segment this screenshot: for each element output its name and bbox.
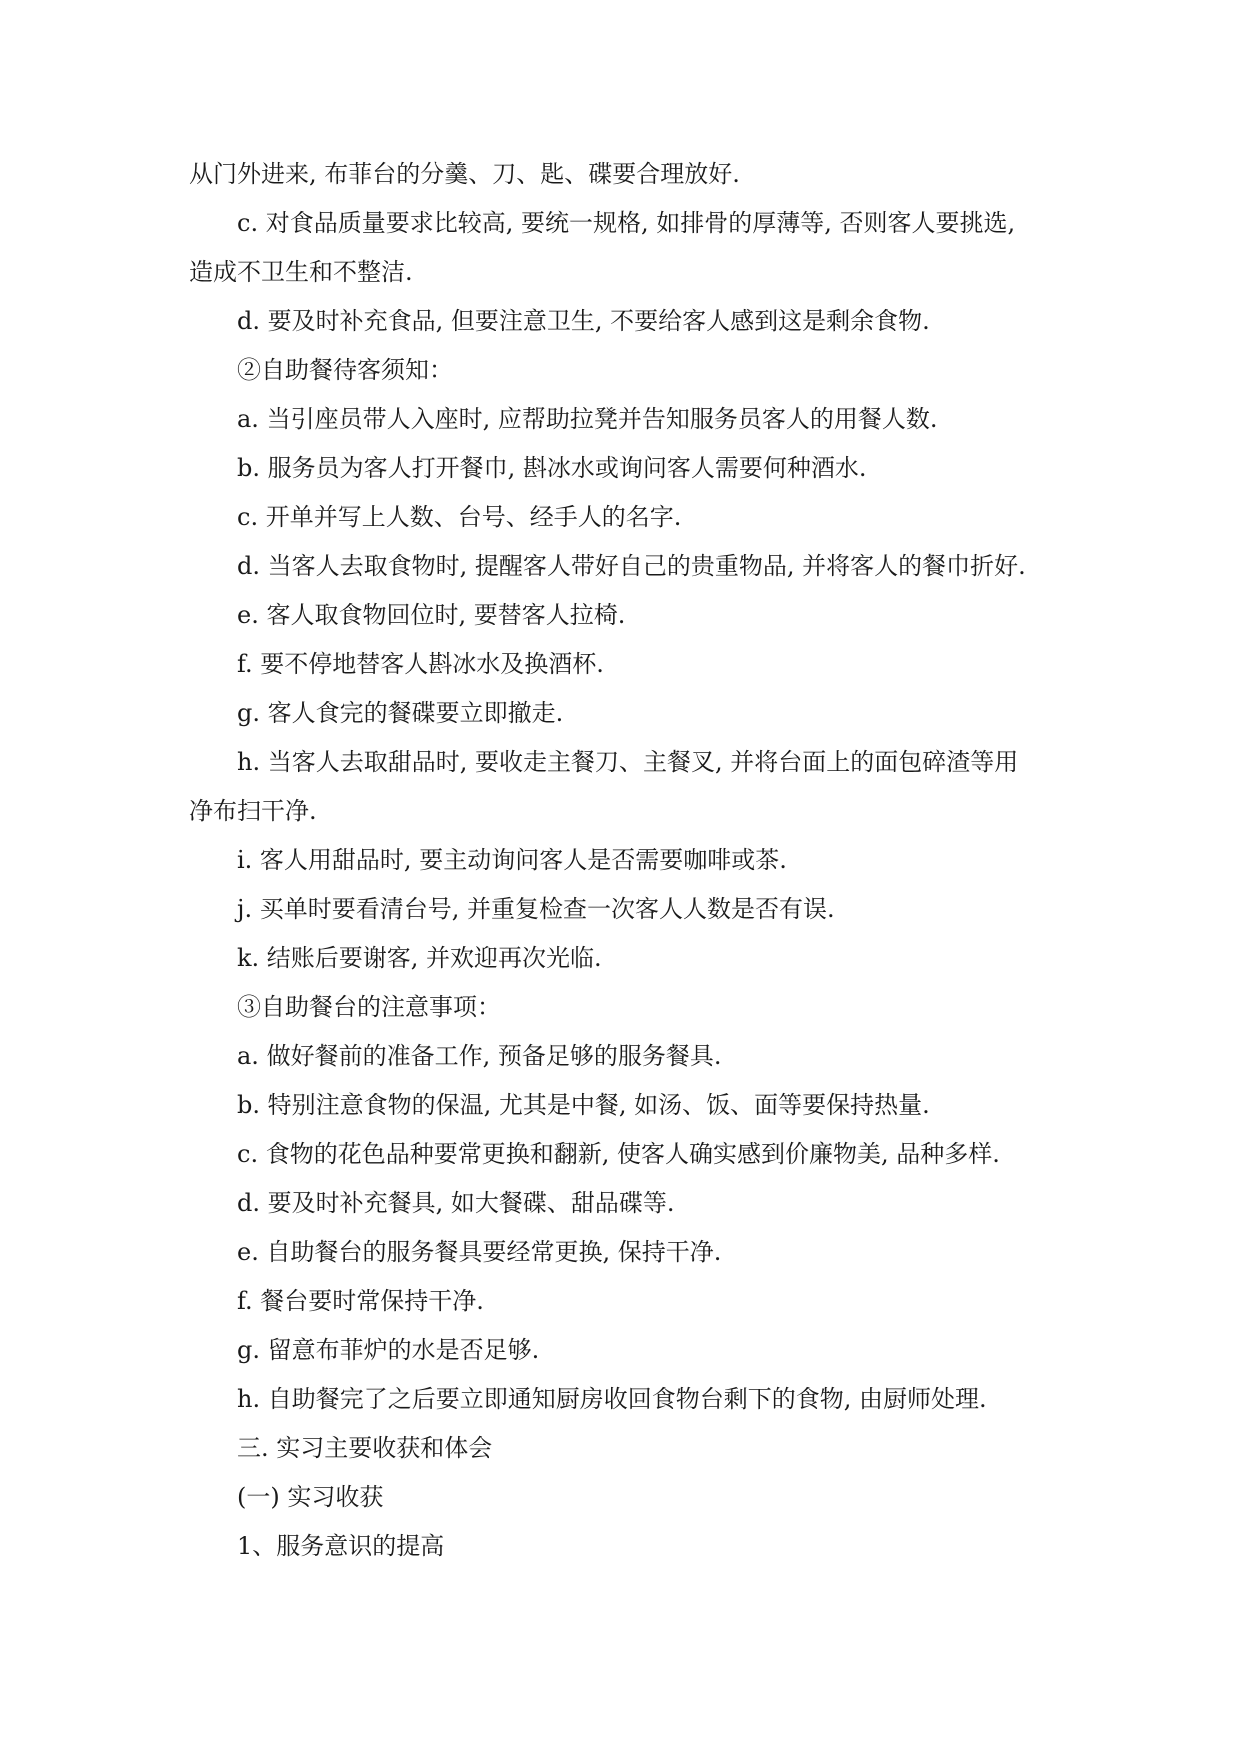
text-line: c. 对食品质量要求比较高, 要统一规格, 如排骨的厚薄等, 否则客人要挑选, bbox=[237, 209, 1016, 237]
text-line: 从门外进来, 布菲台的分羹、刀、匙、碟要合理放好. bbox=[189, 160, 740, 188]
text-line: 造成不卫生和不整洁. bbox=[189, 258, 413, 286]
text-line: c. 食物的花色品种要常更换和翻新, 使客人确实感到价廉物美, 品种多样. bbox=[237, 1140, 1000, 1168]
text-line: e. 自助餐台的服务餐具要经常更换, 保持干净. bbox=[237, 1238, 722, 1266]
text-line: a. 做好餐前的准备工作, 预备足够的服务餐具. bbox=[237, 1042, 722, 1070]
text-line: b. 特别注意食物的保温, 尤其是中餐, 如汤、饭、面等要保持热量. bbox=[237, 1091, 930, 1119]
text-line: e. 客人取食物回位时, 要替客人拉椅. bbox=[237, 601, 626, 629]
text-line: a. 当引座员带人入座时, 应帮助拉凳并告知服务员客人的用餐人数. bbox=[237, 405, 938, 433]
text-line: d. 要及时补充餐具, 如大餐碟、甜品碟等. bbox=[237, 1189, 675, 1217]
text-line: j. 买单时要看清台号, 并重复检查一次客人人数是否有误. bbox=[237, 895, 835, 923]
text-line: h. 自助餐完了之后要立即通知厨房收回食物台剩下的食物, 由厨师处理. bbox=[237, 1385, 987, 1413]
text-line: 净布扫干净. bbox=[189, 797, 317, 825]
text-line: d. 要及时补充食品, 但要注意卫生, 不要给客人感到这是剩余食物. bbox=[237, 307, 930, 335]
text-line: ②自助餐待客须知： bbox=[237, 356, 453, 384]
text-line: (一) 实习收获 bbox=[237, 1483, 384, 1511]
text-line: k. 结账后要谢客, 并欢迎再次光临. bbox=[237, 944, 602, 972]
document-body bbox=[189, 150, 1049, 1571]
text-line: b. 服务员为客人打开餐巾, 斟冰水或询问客人需要何种酒水. bbox=[237, 454, 867, 482]
text-line: c. 开单并写上人数、台号、经手人的名字. bbox=[237, 503, 682, 531]
text-line: 三. 实习主要收获和体会 bbox=[237, 1434, 493, 1462]
text-line: ③自助餐台的注意事项： bbox=[237, 993, 501, 1021]
text-line: g. 留意布菲炉的水是否足够. bbox=[237, 1336, 540, 1364]
text-line: 1、服务意识的提高 bbox=[237, 1532, 445, 1560]
text-line: d. 当客人去取食物时, 提醒客人带好自己的贵重物品, 并将客人的餐巾折好. bbox=[237, 552, 1026, 580]
text-line: g. 客人食完的餐碟要立即撤走. bbox=[237, 699, 564, 727]
text-line: h. 当客人去取甜品时, 要收走主餐刀、主餐叉, 并将台面上的面包碎渣等用 bbox=[237, 748, 1019, 776]
text-line: f. 要不停地替客人斟冰水及换酒杯. bbox=[237, 650, 604, 678]
text-line: f. 餐台要时常保持干净. bbox=[237, 1287, 484, 1315]
text-line: i. 客人用甜品时, 要主动询问客人是否需要咖啡或茶. bbox=[237, 846, 787, 874]
